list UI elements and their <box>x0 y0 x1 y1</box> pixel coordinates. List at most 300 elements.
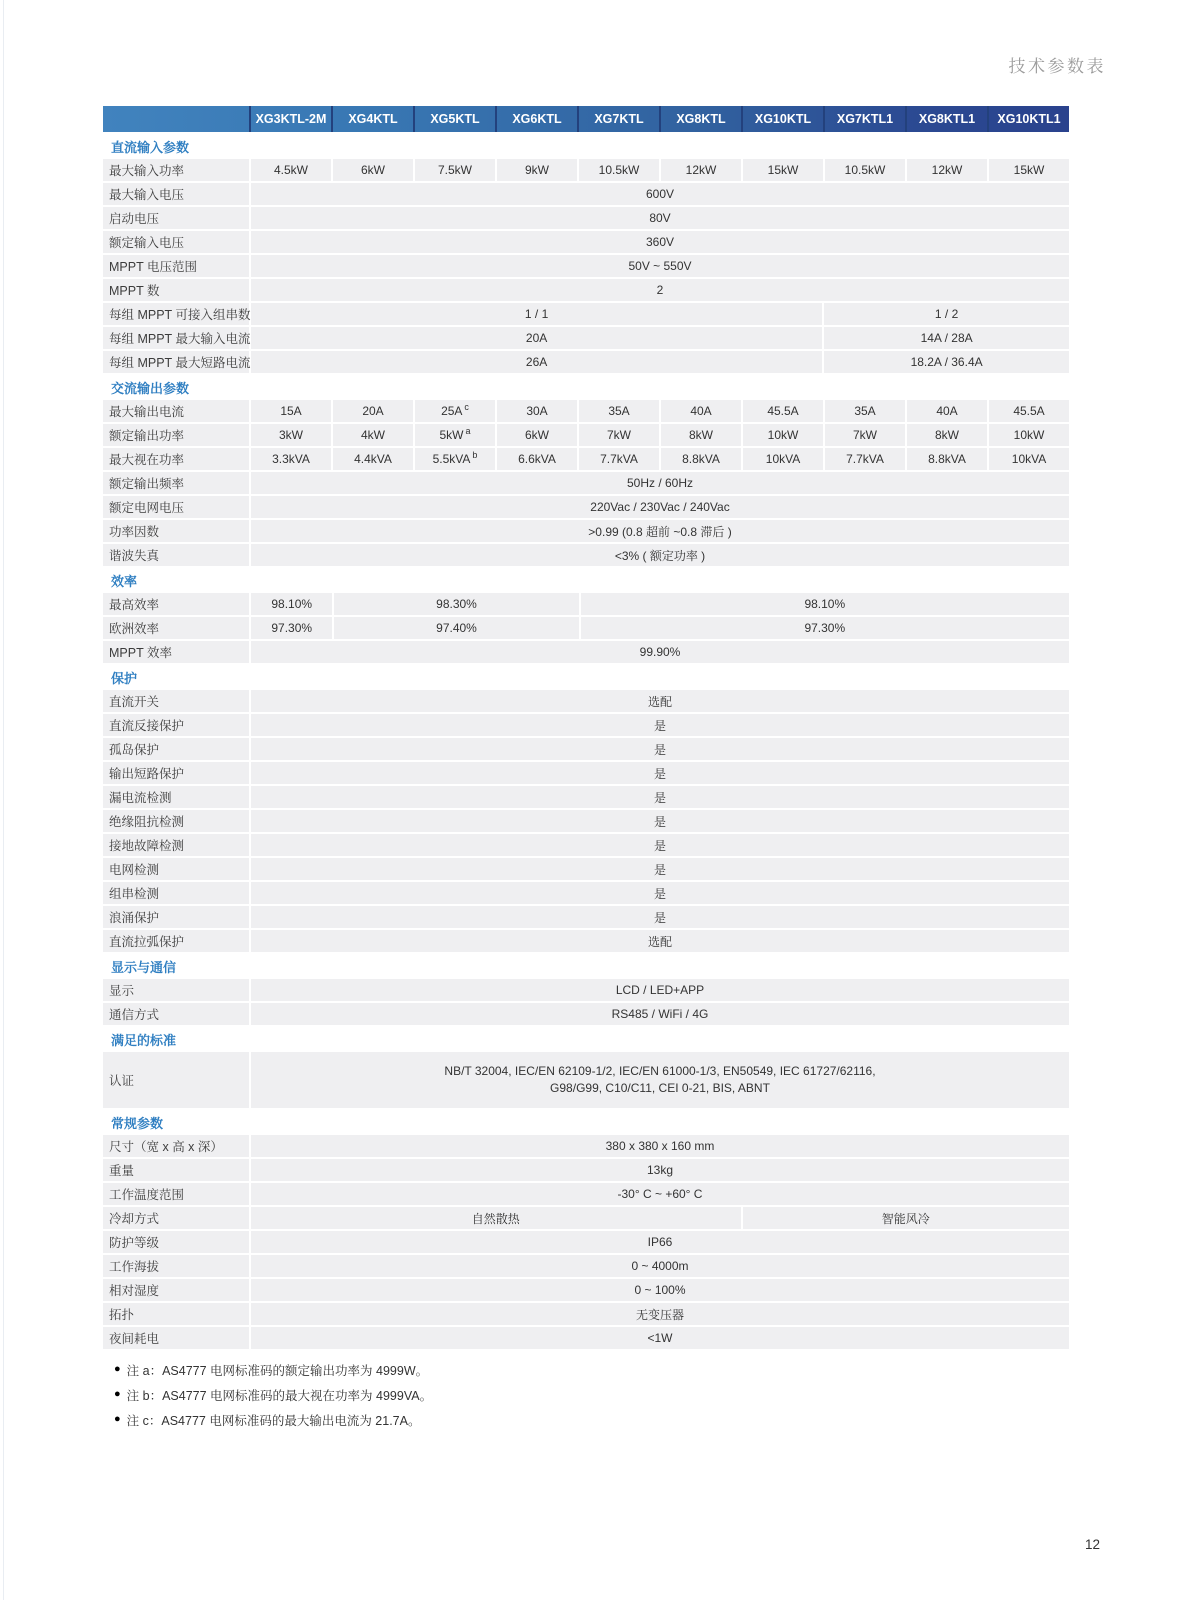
section-header: 交流输出参数 <box>111 381 190 396</box>
model-column-header: XG8KTL <box>659 106 741 132</box>
value-text: <1W <box>647 1331 673 1345</box>
value-cell <box>661 424 741 446</box>
value-cell <box>251 786 1069 808</box>
table-row <box>103 231 1069 253</box>
section-header: 保护 <box>111 671 138 686</box>
row-label: 最大视在功率 <box>103 448 249 470</box>
value-cell <box>989 448 1069 470</box>
row-label: 谐波失真 <box>103 544 249 566</box>
value-text: 10kVA <box>765 452 801 466</box>
value-text: 6.6kVA <box>518 452 556 466</box>
value-cell <box>907 400 987 422</box>
spec-table <box>103 106 1069 1351</box>
value-text: -30° C ~ +60° C <box>617 1187 703 1201</box>
table-header-row <box>103 106 1069 132</box>
value-text: 98.10% <box>804 597 846 611</box>
value-cell <box>333 159 413 181</box>
table-row <box>103 400 1069 422</box>
row-label: 直流开关 <box>103 690 249 712</box>
row-label: 最大输入功率 <box>103 159 249 181</box>
value-text: 4kW <box>361 428 385 442</box>
value-text: 25A <box>441 404 463 418</box>
value-text: 自然散热 <box>471 1211 520 1226</box>
value-cell <box>251 1003 1069 1025</box>
value-cell <box>251 593 332 615</box>
table-row <box>103 930 1069 952</box>
value-cell <box>825 400 905 422</box>
row-values <box>251 1303 1069 1325</box>
row-label: 直流反接保护 <box>103 714 249 736</box>
model-column-header: XG8KTL1 <box>905 106 987 132</box>
table-row <box>103 641 1069 663</box>
row-values <box>251 496 1069 518</box>
value-cell <box>989 159 1069 181</box>
row-label: 接地故障检测 <box>103 834 249 856</box>
table-row <box>103 448 1069 470</box>
value-text: 12kW <box>685 163 717 177</box>
page-number: 12 <box>1084 1537 1100 1552</box>
value-cell <box>907 159 987 181</box>
value-text: 8.8kVA <box>928 452 966 466</box>
row-label: 漏电流检测 <box>103 786 249 808</box>
row-values <box>251 1052 1069 1108</box>
value-cell <box>415 424 495 446</box>
section-header: 常规参数 <box>111 1116 164 1131</box>
value-cell <box>251 1207 741 1229</box>
value-cell <box>334 593 578 615</box>
table-row <box>103 472 1069 494</box>
value-cell <box>907 448 987 470</box>
row-values <box>251 1255 1069 1277</box>
footnote-marker: b <box>472 450 478 460</box>
row-values <box>251 400 1069 422</box>
value-cell <box>251 979 1069 1001</box>
value-text: 220Vac / 230Vac / 240Vac <box>590 500 730 514</box>
row-label: 孤岛保护 <box>103 738 249 760</box>
value-cell <box>497 400 577 422</box>
page-title: 技术参数表 <box>1008 57 1106 76</box>
value-cell <box>251 448 331 470</box>
value-cell <box>497 424 577 446</box>
value-text: 无变压器 <box>635 1307 684 1322</box>
section-header: 满足的标准 <box>111 1033 177 1048</box>
value-cell <box>251 1052 1069 1108</box>
footnotes <box>114 1357 432 1432</box>
value-cell <box>251 231 1069 253</box>
value-text: 7kW <box>853 428 877 442</box>
row-values <box>251 834 1069 856</box>
row-label: 绝缘阻抗检测 <box>103 810 249 832</box>
row-label: MPPT 电压范围 <box>103 255 249 277</box>
model-column-header: XG7KTL <box>577 106 659 132</box>
value-text: 35A <box>854 404 876 418</box>
table-row <box>103 1327 1069 1349</box>
value-cell <box>743 159 823 181</box>
table-row <box>103 255 1069 277</box>
row-label: 额定输入电压 <box>103 231 249 253</box>
value-text: 选配 <box>647 934 672 949</box>
value-cell <box>251 641 1069 663</box>
row-values <box>251 231 1069 253</box>
row-label: 相对湿度 <box>103 1279 249 1301</box>
value-cell <box>251 690 1069 712</box>
value-text: 13kg <box>646 1163 674 1177</box>
value-text: >0.99 (0.8 超前 ~0.8 滞后 ) <box>588 524 732 539</box>
value-text: 10kW <box>1013 428 1045 442</box>
row-label: 认证 <box>103 1052 249 1108</box>
value-text: 18.2A / 36.4A <box>910 355 983 369</box>
value-cell <box>251 834 1069 856</box>
row-values <box>251 690 1069 712</box>
value-cell <box>251 351 822 373</box>
table-row <box>103 496 1069 518</box>
row-label: 浪涌保护 <box>103 906 249 928</box>
model-column-header: XG10KTL <box>741 106 823 132</box>
page-edge-line <box>3 0 4 1600</box>
value-text: 8kW <box>689 428 713 442</box>
value-text: 5.5kVA <box>432 452 471 466</box>
value-text: 10.5kW <box>598 163 640 177</box>
value-cell <box>579 159 659 181</box>
value-text: 45.5A <box>767 404 799 418</box>
row-values <box>251 979 1069 1001</box>
value-text: 80V <box>649 211 671 225</box>
footnote <box>114 1407 432 1432</box>
value-text: 99.90% <box>639 645 681 659</box>
value-text: 7.5kW <box>437 163 472 177</box>
value-text: 是 <box>653 790 666 805</box>
row-label: 显示 <box>103 979 249 1001</box>
table-row <box>103 858 1069 880</box>
value-cell <box>251 1255 1069 1277</box>
value-cell <box>251 520 1069 542</box>
value-cell <box>333 424 413 446</box>
bullet-icon: ● <box>114 1363 121 1375</box>
value-cell <box>581 617 1069 639</box>
value-text: 是 <box>653 718 666 733</box>
value-text: 15kW <box>767 163 799 177</box>
table-row <box>103 520 1069 542</box>
row-label: 组串检测 <box>103 882 249 904</box>
row-values <box>251 1207 1069 1229</box>
value-text: 1 / 1 <box>524 307 549 321</box>
footnote-marker: c <box>464 402 469 412</box>
value-text: 1 / 2 <box>934 307 959 321</box>
row-label: 电网检测 <box>103 858 249 880</box>
value-cell <box>333 448 413 470</box>
value-cell <box>661 448 741 470</box>
value-text: 10kW <box>767 428 799 442</box>
value-cell <box>251 858 1069 880</box>
value-cell <box>251 1327 1069 1349</box>
model-column-header: XG7KTL1 <box>823 106 905 132</box>
row-values <box>251 714 1069 736</box>
table-row <box>103 279 1069 301</box>
row-values <box>251 255 1069 277</box>
table-row <box>103 183 1069 205</box>
value-cell <box>743 448 823 470</box>
value-cell <box>251 930 1069 952</box>
footnote-text: 注 c：AS4777 电网标准码的最大输出电流为 21.7A。 <box>126 1413 421 1428</box>
row-values <box>251 327 1069 349</box>
row-values <box>251 207 1069 229</box>
row-values <box>251 351 1069 373</box>
value-cell <box>415 448 495 470</box>
value-text: 是 <box>653 742 666 757</box>
table-row <box>103 424 1069 446</box>
value-cell <box>251 882 1069 904</box>
value-text: 是 <box>653 766 666 781</box>
value-cell <box>579 400 659 422</box>
value-cell <box>251 400 331 422</box>
value-cell <box>251 714 1069 736</box>
value-text: 15A <box>280 404 302 418</box>
row-values <box>251 617 1069 639</box>
value-cell <box>251 762 1069 784</box>
row-label: 每组 MPPT 最大短路电流 <box>103 351 249 373</box>
row-values <box>251 593 1069 615</box>
value-cell <box>251 1231 1069 1253</box>
value-text: 97.30% <box>271 621 313 635</box>
row-values <box>251 303 1069 325</box>
value-cell <box>251 183 1069 205</box>
value-cell <box>251 1135 1069 1157</box>
section-header: 直流输入参数 <box>111 140 190 155</box>
value-text: 360V <box>645 235 675 249</box>
row-values <box>251 762 1069 784</box>
value-text: RS485 / WiFi / 4G <box>611 1007 709 1021</box>
value-text: 6kW <box>525 428 549 442</box>
value-text: 50Hz / 60Hz <box>626 476 694 490</box>
value-text: 40A <box>690 404 712 418</box>
value-cell <box>824 351 1069 373</box>
value-cell <box>251 327 822 349</box>
table-row <box>103 738 1069 760</box>
value-cell <box>661 159 741 181</box>
value-text: 0 ~ 100% <box>634 1283 686 1297</box>
value-line: NB/T 32004, IEC/EN 62109-1/2, IEC/EN 61000-1/3, EN50549, IEC 61727/62116, <box>444 1064 876 1078</box>
value-text: <3% ( 额定功率 ) <box>614 548 706 563</box>
value-text: 是 <box>653 838 666 853</box>
value-text: 6kW <box>361 163 385 177</box>
value-cell <box>743 400 823 422</box>
footnote-text: 注 a：AS4777 电网标准码的额定输出功率为 4999W。 <box>126 1363 429 1378</box>
value-text: 7.7kVA <box>600 452 638 466</box>
value-cell <box>825 159 905 181</box>
row-values <box>251 448 1069 470</box>
row-values <box>251 786 1069 808</box>
row-values <box>251 1231 1069 1253</box>
row-values <box>251 1279 1069 1301</box>
footnote <box>114 1382 432 1407</box>
table-row <box>103 1052 1069 1108</box>
value-text: 14A / 28A <box>920 331 973 345</box>
value-text: 20A <box>362 404 384 418</box>
row-values <box>251 1183 1069 1205</box>
value-text: 26A <box>525 355 548 369</box>
table-row <box>103 979 1069 1001</box>
table-row <box>103 303 1069 325</box>
value-cell <box>743 1207 1069 1229</box>
table-row <box>103 690 1069 712</box>
table-row <box>103 1183 1069 1205</box>
row-values <box>251 906 1069 928</box>
table-row <box>103 207 1069 229</box>
table-row <box>103 762 1069 784</box>
row-values <box>251 183 1069 205</box>
value-cell <box>581 593 1069 615</box>
table-row <box>103 786 1069 808</box>
row-values <box>251 520 1069 542</box>
table-row <box>103 834 1069 856</box>
value-cell <box>251 1183 1069 1205</box>
footnote-text: 注 b：AS4777 电网标准码的最大视在功率为 4999VA。 <box>126 1388 433 1403</box>
section-header: 效率 <box>111 574 138 589</box>
row-values <box>251 1003 1069 1025</box>
value-text: 380 x 380 x 160 mm <box>605 1139 715 1153</box>
row-values <box>251 930 1069 952</box>
value-text: 50V ~ 550V <box>628 259 692 273</box>
value-text: 是 <box>653 862 666 877</box>
table-row <box>103 810 1069 832</box>
value-text: 7kW <box>607 428 631 442</box>
value-text: 4.5kW <box>273 163 308 177</box>
model-column-header: XG5KTL <box>413 106 495 132</box>
value-cell <box>497 448 577 470</box>
value-cell <box>989 424 1069 446</box>
value-text: 4.4kVA <box>354 452 392 466</box>
value-cell <box>415 159 495 181</box>
table-row <box>103 351 1069 373</box>
row-label: 功率因数 <box>103 520 249 542</box>
table-row <box>103 1279 1069 1301</box>
value-text: 是 <box>653 814 666 829</box>
section-header: 显示与通信 <box>111 960 177 975</box>
table-row <box>103 1231 1069 1253</box>
value-text: 0 ~ 4000m <box>631 1259 689 1273</box>
table-row <box>103 1255 1069 1277</box>
row-label: 最大输入电压 <box>103 183 249 205</box>
value-text: 600V <box>645 187 675 201</box>
value-cell <box>251 544 1069 566</box>
value-text: 5kW <box>439 428 464 442</box>
row-label: 通信方式 <box>103 1003 249 1025</box>
row-label: 夜间耗电 <box>103 1327 249 1349</box>
row-values <box>251 1327 1069 1349</box>
row-label: 拓扑 <box>103 1303 249 1325</box>
value-cell <box>251 906 1069 928</box>
value-text: 98.10% <box>271 597 313 611</box>
row-values <box>251 738 1069 760</box>
table-row <box>103 1159 1069 1181</box>
value-text: 97.30% <box>804 621 846 635</box>
value-text: 98.30% <box>436 597 477 611</box>
table-row <box>103 1303 1069 1325</box>
row-values <box>251 279 1069 301</box>
value-line: G98/G99, C10/C11, CEI 0-21, BIS, ABNT <box>550 1081 770 1095</box>
row-values <box>251 882 1069 904</box>
row-values <box>251 159 1069 181</box>
value-cell <box>415 400 495 422</box>
row-label: 工作温度范围 <box>103 1183 249 1205</box>
value-cell <box>251 1159 1069 1181</box>
value-text: 8.8kVA <box>682 452 720 466</box>
value-cell <box>825 424 905 446</box>
value-cell <box>825 448 905 470</box>
value-text: 选配 <box>647 694 672 709</box>
row-label: 最大输出电流 <box>103 400 249 422</box>
table-row <box>103 544 1069 566</box>
value-cell <box>251 496 1069 518</box>
row-label: 启动电压 <box>103 207 249 229</box>
row-values <box>251 1159 1069 1181</box>
table-row <box>103 327 1069 349</box>
model-column-header: XG3KTL-2M <box>249 106 331 132</box>
table-body <box>103 134 1069 1349</box>
row-label: 直流拉弧保护 <box>103 930 249 952</box>
value-text: 12kW <box>931 163 963 177</box>
value-text: 智能风冷 <box>881 1211 930 1226</box>
model-column-header: XG4KTL <box>331 106 413 132</box>
value-text: 2 <box>656 283 664 297</box>
row-label: 冷却方式 <box>103 1207 249 1229</box>
value-text: 20A <box>525 331 548 345</box>
table-row <box>103 882 1069 904</box>
value-cell <box>251 207 1069 229</box>
row-values <box>251 641 1069 663</box>
row-values <box>251 472 1069 494</box>
value-text: LCD / LED+APP <box>615 983 705 997</box>
value-cell <box>579 448 659 470</box>
value-text: 是 <box>653 910 666 925</box>
value-cell <box>824 327 1069 349</box>
value-cell <box>251 472 1069 494</box>
value-cell <box>661 400 741 422</box>
value-text: 3kW <box>279 428 303 442</box>
value-text: 3.3kVA <box>272 452 310 466</box>
row-label: MPPT 效率 <box>103 641 249 663</box>
table-row <box>103 1003 1069 1025</box>
row-values <box>251 810 1069 832</box>
row-values <box>251 424 1069 446</box>
value-cell <box>989 400 1069 422</box>
value-text: 7.7kVA <box>846 452 884 466</box>
value-text: 9kW <box>525 163 549 177</box>
row-label: 最高效率 <box>103 593 249 615</box>
value-text: 45.5A <box>1013 404 1045 418</box>
table-row <box>103 159 1069 181</box>
row-label: 工作海拔 <box>103 1255 249 1277</box>
row-label: 每组 MPPT 可接入组串数 <box>103 303 249 325</box>
value-cell <box>251 255 1069 277</box>
value-cell <box>251 279 1069 301</box>
value-cell <box>907 424 987 446</box>
value-cell <box>824 303 1069 325</box>
value-text: 10.5kW <box>844 163 886 177</box>
row-values <box>251 858 1069 880</box>
table-row <box>103 906 1069 928</box>
bullet-icon: ● <box>114 1413 121 1425</box>
value-text: 15kW <box>1013 163 1045 177</box>
value-text: 10kVA <box>1011 452 1047 466</box>
value-cell <box>251 1303 1069 1325</box>
value-cell <box>334 617 578 639</box>
row-label: 额定输出功率 <box>103 424 249 446</box>
row-label: 防护等级 <box>103 1231 249 1253</box>
value-cell <box>251 303 822 325</box>
model-column-header: XG6KTL <box>495 106 577 132</box>
table-row <box>103 593 1069 615</box>
